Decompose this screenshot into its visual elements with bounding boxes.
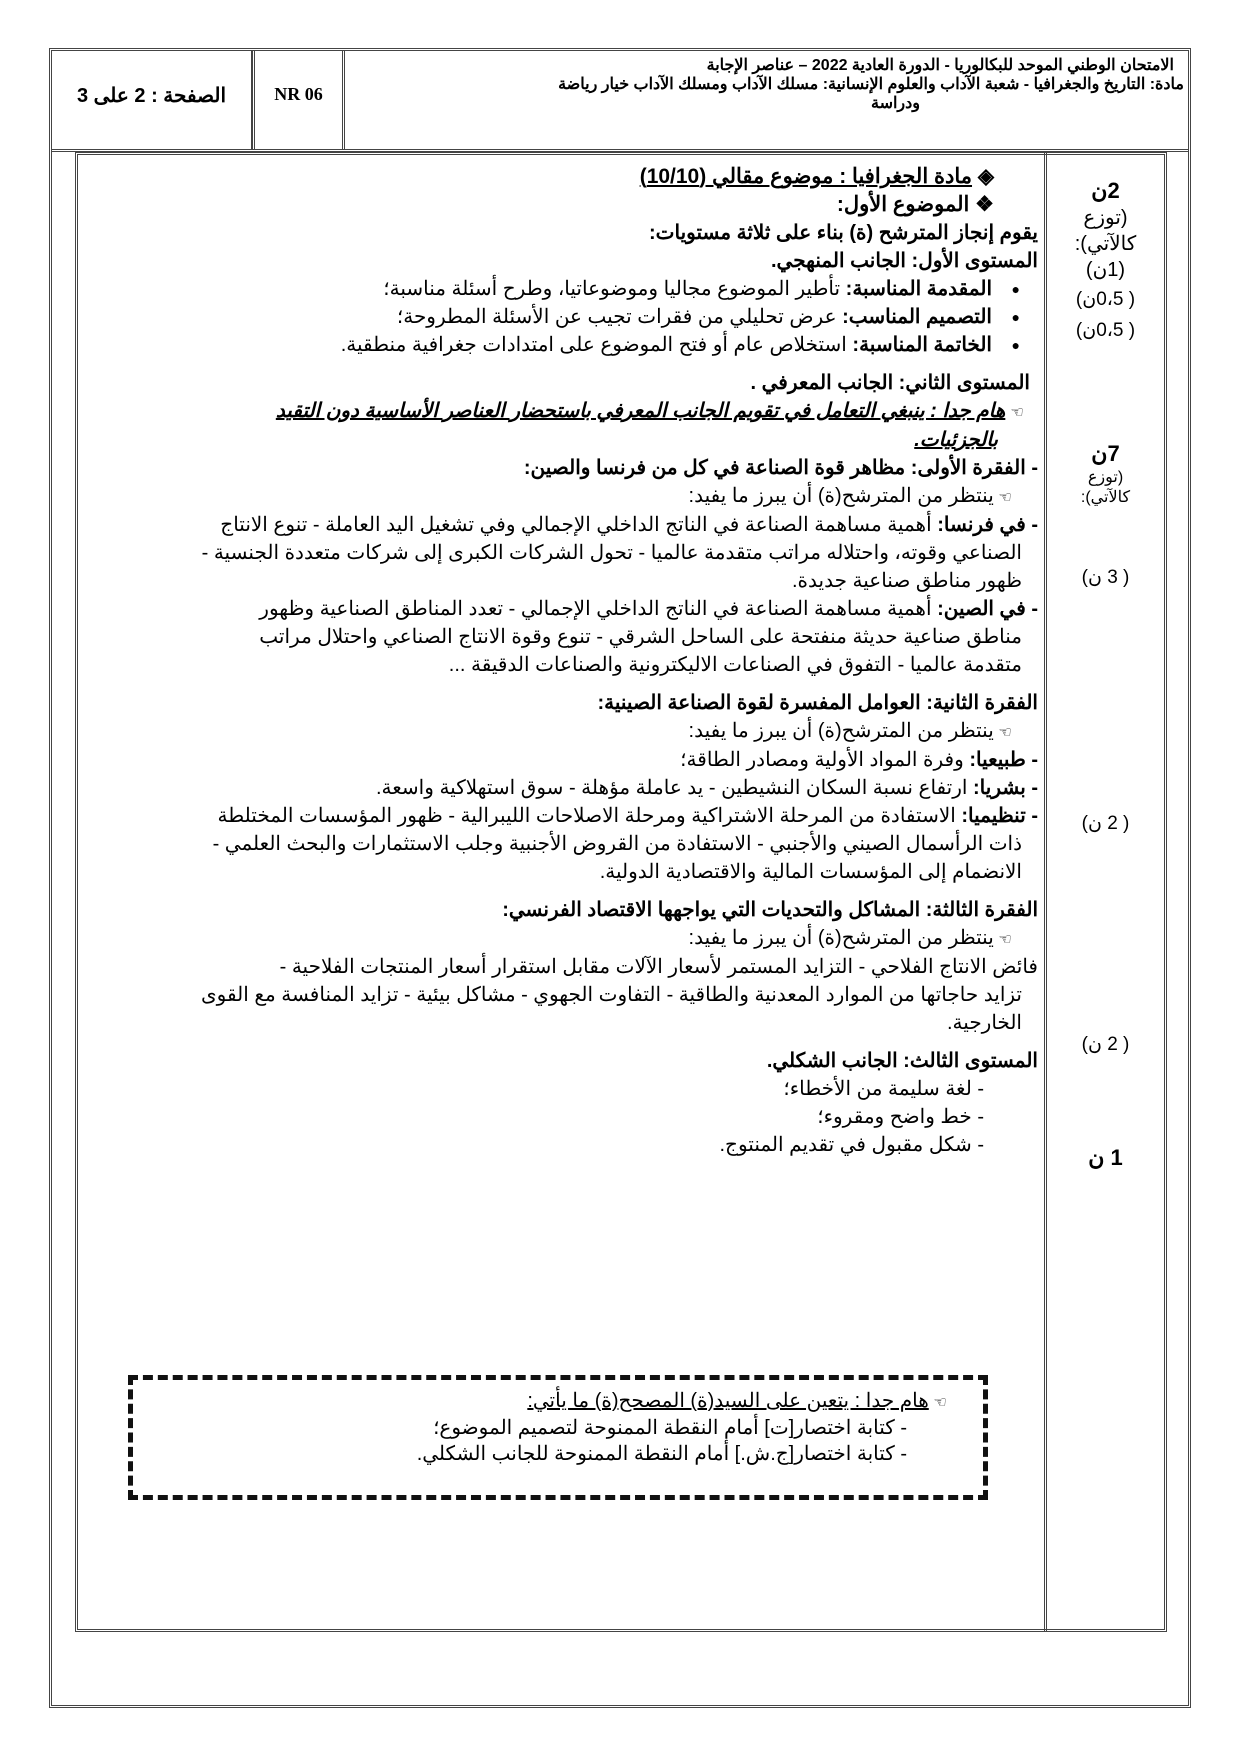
header-title-line2: مادة: التاريخ والجغرافيا - شعبة الآداب والعلوم الإنسانية: مسلك الآداب ومسلك الآداب خيار رياضة <box>558 76 1184 93</box>
criterion-conclusion: ● الخاتمة المناسبة: استخلاص عام أو فتح الموضوع على امتدادات جغرافية منطقية. <box>80 331 1038 359</box>
form-criterion-presentation: - شكل مقبول في تقديم المنتوج. <box>719 1134 984 1156</box>
points-level2-total: 7ن <box>1091 441 1120 466</box>
points-design: ( 0،5ن) <box>1075 289 1136 310</box>
china-line3: متقدمة عالميا - التفوق في الصناعات الاليكترونية والصناعات الدقيقة ... <box>448 654 1022 676</box>
organizational-factors-line3: الانضمام إلى المؤسسات المالية والاقتصادية الدولية. <box>599 861 1022 883</box>
corrector-note-line1: - كتابة اختصار[ت] أمام النقطة الممنوحة لتصميم الموضوع؛ <box>433 1417 907 1439</box>
header-title-cell <box>348 56 1184 146</box>
corrector-note-title: ☜ هام جدا : يتعين على السيد(ة) المصحح(ة) ما يأتي: <box>527 1390 947 1412</box>
pointing-hand-icon: ☜ <box>928 1393 947 1411</box>
form-criterion-language: - لغة سليمة من الأخطاء؛ <box>783 1078 984 1100</box>
paragraph2-expectation: ☜ ينتظر من المترشح(ة) أن يبرز ما يفيد: <box>688 720 1012 742</box>
france-line2: الصناعي وقوته، واحتلاله مراتب متقدمة عالميا - تحول الشركات الكبرى إلى شركات متعددة الجنسية - <box>201 542 1022 564</box>
pointing-hand-icon: ☜ <box>1005 403 1024 421</box>
points-conclusion: ( 0،5ن) <box>1075 320 1136 341</box>
pointing-hand-icon: ☜ <box>993 930 1012 948</box>
paragraph3-title: الفقرة الثالثة: المشاكل والتحديات التي يواجهها الاقتصاد الفرنسي: <box>502 899 1038 921</box>
form-criterion-handwriting: - خط واضح ومقروء؛ <box>817 1106 984 1128</box>
pointing-hand-icon: ☜ <box>993 723 1012 741</box>
points-level1-note: (توزع <box>1083 207 1128 229</box>
points-level1-note2: كالآتي): <box>1074 233 1137 255</box>
france-line3: ظهور مناطق صناعية جديدة. <box>792 570 1022 592</box>
header-page-cell <box>52 51 252 149</box>
human-factors: - بشريا: ارتفاع نسبة السكان النشيطين - يد عاملة مؤهلة - سوق استهلاكية واسعة. <box>376 777 1038 799</box>
points-paragraph3: ( 2 ن) <box>1081 1034 1130 1055</box>
level2-title: المستوى الثاني: الجانب المعرفي . <box>750 372 1030 394</box>
header-title-line1: الامتحان الوطني الموحد للبكالوريا - الدورة العادية 2022 – عناصر الإجابة <box>706 57 1174 74</box>
points-level1 <box>1047 177 1164 345</box>
france-line1: - في فرنسا: أهمية مساهمة الصناعة في الناتج الداخلي الإجمالي وفي تشغيل اليد العاملة - تنوع الانتاج <box>220 514 1038 536</box>
star-bullet-icon: ❖ <box>969 193 994 216</box>
paragraph2-title: الفقرة الثانية: العوامل المفسرة لقوة الصناعة الصينية: <box>597 692 1038 714</box>
paragraph3-expectation: ☜ ينتظر من المترشح(ة) أن يبرز ما يفيد: <box>688 927 1012 949</box>
problems-line1: فائض الانتاج الفلاحي - التزايد المستمر لأسعار الآلات مقابل استقرار أسعار المنتجات الفلاحية - <box>279 956 1038 978</box>
points-level2-note2: كالآتي): <box>1080 489 1131 506</box>
level1-title: المستوى الأول: الجانب المنهجي. <box>770 250 1038 272</box>
points-paragraph1: ( 3 ن) <box>1081 567 1130 588</box>
corrector-note-box <box>128 1375 988 1500</box>
points-level2-note: (توزع <box>1087 469 1124 486</box>
paragraph1-title: - الفقرة الأولى: مظاهر قوة الصناعة في كل من فرنسا والصين: <box>523 457 1038 479</box>
page-number: الصفحة : 2 على 3 <box>76 85 227 107</box>
corrector-note-line2: - كتابة اختصار[ج.ش.] أمام النقطة الممنوحة للجانب الشكلي. <box>416 1443 907 1465</box>
topic-heading: ❖ الموضوع الأول: <box>836 193 994 216</box>
important-note: ☜ هام جدا : ينبغي التعامل في تقويم الجانب المعرفي باستحضار العناصر الأساسية دون التقيد <box>275 400 1024 422</box>
points-column-separator <box>1044 152 1047 1632</box>
level3-title: المستوى الثالث: الجانب الشكلي. <box>766 1050 1038 1072</box>
problems-line2: تزايد حاجاتها من الموارد المعدنية والطاقية - التفاوت الجهوي - مشاكل بيئية - تزايد المنافسة مع القوى <box>201 984 1022 1006</box>
problems-line3: الخارجية. <box>947 1012 1022 1034</box>
header-code-cell <box>255 51 342 149</box>
organizational-factors-line2: ذات الرأسمال الصيني والأجنبي - الاستفادة من القروض الأجنبية وجلب الاستثمارات والبحث العلمي - <box>212 833 1022 855</box>
paragraph1-expectation: ☜ ينتظر من المترشح(ة) أن يبرز ما يفيد: <box>688 485 1012 507</box>
natural-factors: - طبيعيا: وفرة المواد الأولية ومصادر الطاقة؛ <box>680 749 1038 771</box>
answer-content <box>80 155 1038 1159</box>
points-level1-total: 2ن <box>1091 178 1120 203</box>
points-level3: 1 ن <box>1088 1145 1123 1170</box>
points-introduction: (1ن) <box>1085 259 1126 281</box>
subject-heading: ◈ مادة الجغرافيا : موضوع مقالي (10/10) <box>639 165 994 188</box>
pointing-hand-icon: ☜ <box>993 488 1012 506</box>
levels-intro: يقوم إنجاز المترشح (ة) بناء على ثلاثة مستويات: <box>648 222 1038 244</box>
points-paragraph2: ( 2 ن) <box>1081 813 1130 834</box>
header-title-line3: ودراسة <box>870 95 920 112</box>
diamond-bullet-icon: ◈ <box>972 165 994 188</box>
exam-code: NR 06 <box>274 84 323 104</box>
important-note-cont: بالجزئيات. <box>914 429 998 451</box>
china-line1: - في الصين: أهمية مساهمة الصناعة في الناتج الداخلي الإجمالي - تعدد المناطق الصناعية وظهور <box>259 598 1038 620</box>
criterion-design: ● التصميم المناسب: عرض تحليلي من فقرات تجيب عن الأسئلة المطروحة؛ <box>80 303 1038 331</box>
criterion-introduction: ● المقدمة المناسبة: تأطير الموضوع مجاليا وموضوعاتيا، وطرح أسئلة مناسبة؛ <box>80 275 1038 303</box>
china-line2: مناطق صناعية حديثة منفتحة على الساحل الشرقي - تنوع وقوة الانتاج الصناعي واحتلال مراتب <box>259 626 1022 648</box>
organizational-factors-line1: - تنظيميا: الاستفادة من المرحلة الاشتراكية ومرحلة الاصلاحات الليبرالية - ظهور المؤسسات المختلطة <box>217 805 1038 827</box>
header-sep-2 <box>342 51 345 149</box>
points-level2 <box>1047 440 1164 508</box>
